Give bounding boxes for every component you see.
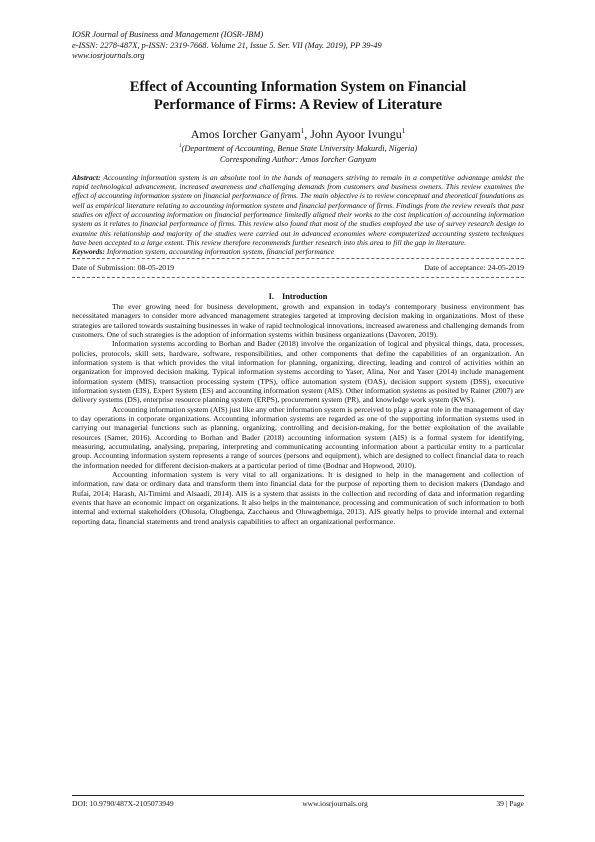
title-line-2: Performance of Firms: A Review of Literature <box>153 96 443 113</box>
corresponding-author: Corresponding Author: Amos Iorcher Ganyam <box>219 154 377 164</box>
abstract-label: Abstract: <box>72 172 101 182</box>
journal-issn: e-ISSN: 2278-487X, p-ISSN: 2319-7668. Volume 21, Issue 5. Ser. VII (May. 2019), PP 39-49 <box>72 40 382 50</box>
footer-doi: DOI: 10.9790/487X-2105073949 <box>72 799 174 808</box>
paragraph: The ever growing need for business development, growth and expansion in today's contemporary business environment has necessitated managers to consider more advanced management strategies targeted at improving decision making in organizations. Most of these strategies are tailored towards sustaining businesses in wake of rapid technological innovations, increased awareness and challenging demands from customers. One of such strategies is the adoption of information systems within business organizations (Davoren, 2019). <box>72 301 524 339</box>
author-1: Amos Iorcher Ganyam <box>190 126 301 141</box>
submission-date: Date of Submission: 08-05-2019 <box>72 262 175 272</box>
footer-website[interactable]: www.iosrjournals.org <box>302 799 368 808</box>
journal-header <box>72 30 524 62</box>
affiliation-mark: 1 <box>178 142 182 149</box>
keywords <box>72 247 524 257</box>
keywords-label: Keywords: <box>72 247 105 257</box>
acceptance-date: Date of acceptance: 24-05-2019 <box>424 262 524 272</box>
divider-top <box>72 258 524 259</box>
paper-title <box>72 78 524 114</box>
paragraph: Accounting information system is very vital to all organizations. It is designed to help in the management and collection of information, raw data or ordinary data and transform them into financial data for the purpose of reporting them to decision makers (Dandago and Rufai, 2014; Harash, Al-Timimi and Alsaadi, 2014). AIS is a system that assists in the collection and recording of data and information regarding events that have an economic impact on organizations. It also helps in the maintenance, processing and communication of such information to both internal and external stakeholders (Olusola, Olugbenga, Zacchaeus and Oluwagbemiga, 2013). AIS greatly helps to provide internal and external reporting data, financial statements and trend analysis capabilities to affect an organizational performance. <box>72 470 524 526</box>
journal-website[interactable]: www.iosrjournals.org <box>72 51 145 61</box>
affiliation <box>72 141 524 154</box>
paper-page <box>72 30 524 526</box>
section-number: I. <box>268 291 274 301</box>
journal-name: IOSR Journal of Business and Management (IOSR-JBM) <box>72 30 264 39</box>
section-title: Introduction <box>281 291 328 301</box>
author-separator: , <box>304 126 311 141</box>
divider-bottom <box>72 277 524 278</box>
affiliation-text: (Department of Accounting, Benue State University Makurdi, Nigeria) <box>181 143 418 153</box>
author-2: John Ayoor Ivungu <box>310 126 402 141</box>
paragraph: Accounting information system (AIS) just like any other information system is perceived to play a great role in the management of day to day operations in corporate organizations. Accounting information systems are regarded as one of the supporting information systems used in carrying out managerial functions such as planning, organizing, controlling and decision-making, for the better exploitation of the available resources (Samer, 2016). According to Borhan and Bader (2018) accounting information system (AIS) is a formal system for identifying, measuring, accumulating, analysing, preparing, interpreting and communicating accounting information about a particular entity to a particular group. Accounting information system represents a range of sources (persons and equipment), which are designed to collect financial data to reach the information needed for different decision-makers at a particular period of time (Bodnar and Hopwood, 2010). <box>72 404 524 470</box>
keywords-text: Information system, accounting information system, financial performance <box>106 247 335 257</box>
section-heading <box>72 292 524 302</box>
author-list <box>72 124 524 141</box>
abstract-text: Accounting information system is an absolute tool in the hands of managers striving to remain in a competitive advantage amidst the rapid technological advancement, increased awareness and challenging demands from customers and business owners. This review examines the effect of accounting information system on financial performance of firms. The main objective is to review conceptual and theoretical foundations as well as empirical literature relating to accounting information system and financial performance of firms. Findings from the review reveals that past studies on effect of accounting information on financial performance limitedly aligned their works to the cost implication of accounting information system as it relates to financial performance of firms. This review also found that most of the studies employed the use of survey research design to examine this relationship and majority of the studies were carried out in advanced economies where computerized accounting system techniques have been accepted to a large extent. This review therefore recommends further research into this area to fill the gap in literature. <box>72 172 524 247</box>
paragraph: Information systems according to Borhan and Bader (2018) involve the organization of logical and physical things, data, processes, policies, protocols, skill sets, hardware, software, responsibilities, and other components that define the capabilities of an organization. An information system is that which provides the vital information for planning, organizing, directing, leading and control of activities within an organization for improved decision making. Typical information systems according to Yaser, Alina, Nor and Yaser (2014) include management information system (MIS), transaction processing system (TPS), office automation system (OAS), decision support system (DSS), executive information system (EIS), Expert System (ES) and accounting information system (AIS). Other information systems as posited by Rainer (2007) are delivery systems (DS), enterprise resource planning system (ERPS), procurement system (PR), and knowledge work system (KWS). <box>72 339 524 405</box>
footer-page-number: 39 | Page <box>496 799 524 808</box>
abstract <box>72 173 524 248</box>
date-row <box>72 263 524 273</box>
author-1-affiliation-mark: 1 <box>300 126 305 135</box>
page-footer <box>72 795 524 808</box>
title-line-1: Effect of Accounting Information System on Financial <box>129 78 467 95</box>
author-2-affiliation-mark: 1 <box>401 126 406 135</box>
